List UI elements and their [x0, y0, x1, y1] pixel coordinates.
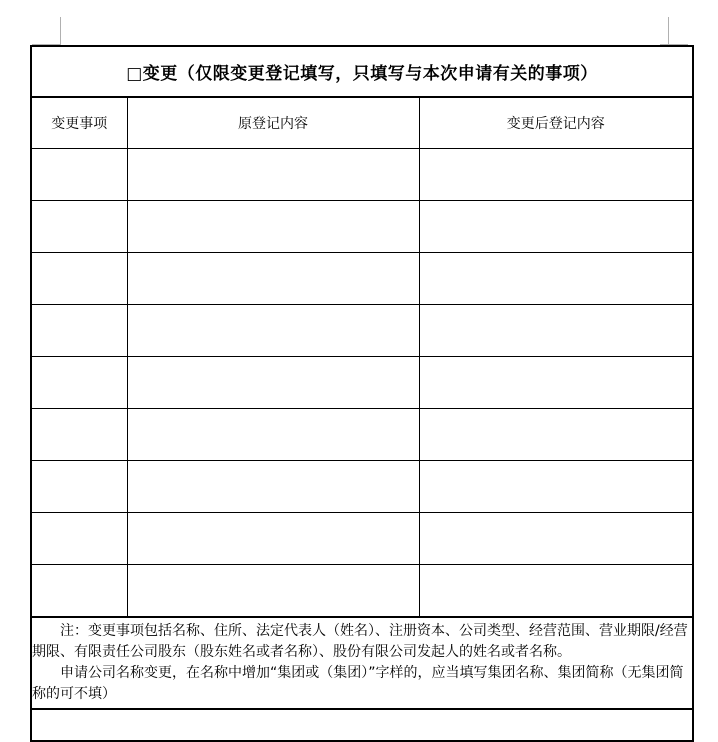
cell-change-item[interactable] — [31, 201, 127, 253]
cell-new-content[interactable] — [419, 253, 693, 305]
change-checkbox[interactable]: □ — [126, 64, 143, 84]
column-header-change-item: 变更事项 — [31, 97, 127, 149]
cell-new-content[interactable] — [419, 513, 693, 565]
page-crop-mark-top-left-vertical — [60, 17, 61, 45]
table-row — [31, 149, 693, 201]
cell-original-content[interactable] — [127, 149, 419, 201]
cell-original-content[interactable] — [127, 305, 419, 357]
page-crop-mark-top-right-vertical — [668, 17, 669, 45]
cell-new-content[interactable] — [419, 149, 693, 201]
change-registration-form — [30, 45, 692, 742]
note-paragraph-group-name: 申请公司名称变更，在名称中增加“集团或（集团）”字样的，应当填写集团名称、集团简称（无集团简称的可不填） — [32, 665, 684, 702]
cell-new-content[interactable] — [419, 201, 693, 253]
cell-original-content[interactable] — [127, 357, 419, 409]
form-title-cell — [31, 46, 693, 97]
cell-change-item[interactable] — [31, 357, 127, 409]
cell-change-item[interactable] — [31, 149, 127, 201]
cell-original-content[interactable] — [127, 253, 419, 305]
page-title: 变更（仅限变更登记填写，只填写与本次申请有关的事项） — [142, 64, 598, 84]
table-row — [31, 305, 693, 357]
table-row — [31, 513, 693, 565]
table-row — [31, 253, 693, 305]
cell-new-content[interactable] — [419, 305, 693, 357]
form-note-cell — [31, 617, 693, 709]
table-row — [31, 565, 693, 618]
cell-change-item[interactable] — [31, 513, 127, 565]
column-header-original-content: 原登记内容 — [127, 97, 419, 149]
cell-new-content[interactable] — [419, 565, 693, 618]
column-header-new-content: 变更后登记内容 — [419, 97, 693, 149]
cell-original-content[interactable] — [127, 409, 419, 461]
cell-new-content[interactable] — [419, 461, 693, 513]
form-title-row — [31, 46, 693, 97]
cell-original-content[interactable] — [127, 565, 419, 618]
cell-original-content[interactable] — [127, 461, 419, 513]
note-paragraph-change-items: 注：变更事项包括名称、住所、法定代表人（姓名）、注册资本、公司类型、经营范围、营业期限/经营期限、有限责任公司股东（股东姓名或者名称）、股份有限公司发起人的姓名或者名称。 — [32, 623, 688, 660]
cell-original-content[interactable] — [127, 201, 419, 253]
note-row — [31, 617, 693, 709]
cell-new-content[interactable] — [419, 357, 693, 409]
change-items-table — [30, 45, 694, 742]
table-row — [31, 201, 693, 253]
cell-new-content[interactable] — [419, 409, 693, 461]
cell-change-item[interactable] — [31, 305, 127, 357]
table-row — [31, 461, 693, 513]
cell-change-item[interactable] — [31, 565, 127, 618]
table-header-row — [31, 97, 693, 149]
table-row — [31, 357, 693, 409]
table-row — [31, 409, 693, 461]
table-row-partial — [31, 709, 693, 741]
cell-next-section-partial[interactable] — [31, 709, 693, 741]
cell-change-item[interactable] — [31, 409, 127, 461]
cell-change-item[interactable] — [31, 461, 127, 513]
cell-change-item[interactable] — [31, 253, 127, 305]
cell-original-content[interactable] — [127, 513, 419, 565]
